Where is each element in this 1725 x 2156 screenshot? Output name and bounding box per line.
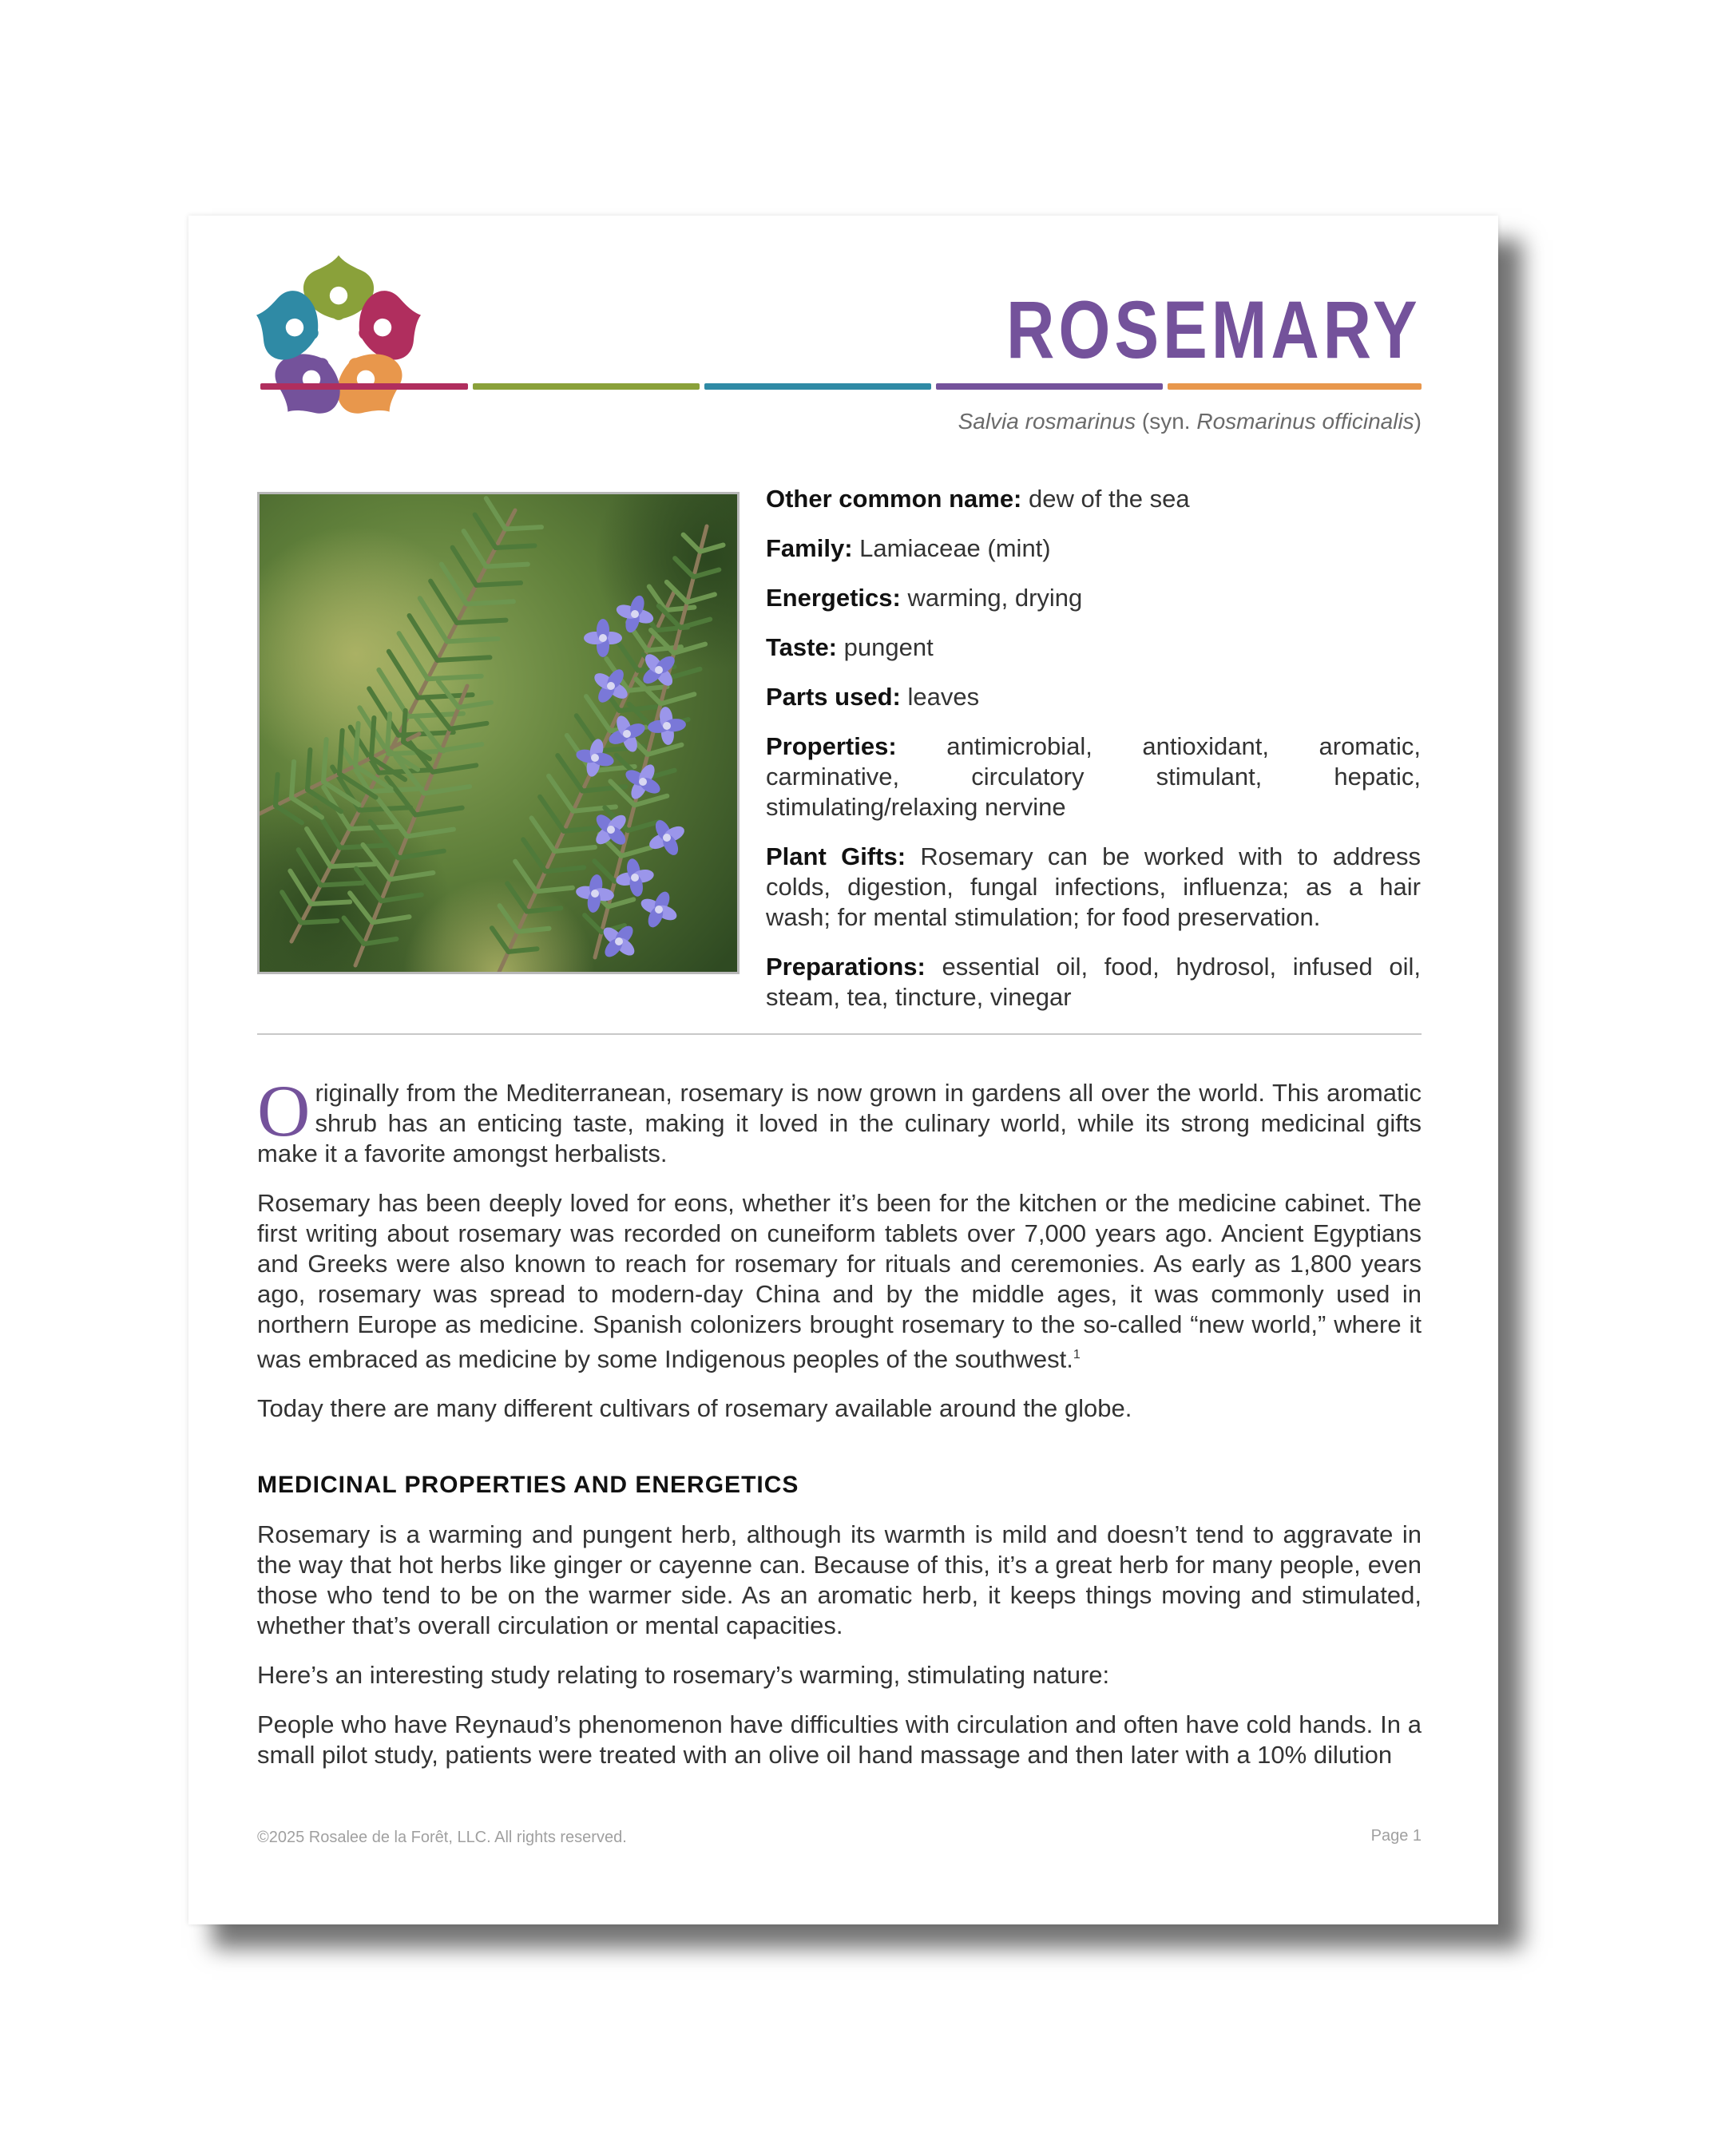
intro-text: riginally from the Mediterranean, rosemary is now grown in gardens all over the world. This aromatic shrub has an enticing taste, making it loved in the culinary world, while its strong medicinal gifts make it a favorite amongst herbalists. bbox=[257, 1079, 1422, 1167]
fact-value: Lamiaceae (mint) bbox=[852, 534, 1051, 562]
fact-label: Other common name: bbox=[766, 485, 1022, 513]
study-paragraph: People who have Reynaud’s phenomenon have difficulties with circulation and often have cold hands. In a small pilot study, patients were treated with an olive oil hand massage and then later with a 10% dilution bbox=[257, 1710, 1422, 1770]
cultivars-paragraph: Today there are many different cultivars of rosemary available around the globe. bbox=[257, 1394, 1132, 1423]
flower-logo bbox=[249, 252, 428, 431]
fact-taste bbox=[766, 632, 1421, 663]
section-heading: MEDICINAL PROPERTIES AND ENERGETICS bbox=[257, 1472, 799, 1499]
fact-value: Rosemary can be worked with to address colds, digestion, fungal infections, influenza; as a hair wash; for mental stimulation; for food preservation. bbox=[766, 842, 1421, 931]
fact-value: essential oil, food, hydrosol, infused oil, steam, tea, tincture, vinegar bbox=[766, 953, 1421, 1011]
history-text: Rosemary has been deeply loved for eons, whether it’s been for the kitchen or the medicine cabinet. The first writing about rosemary was recorded on cuneiform tablets over 7,000 years ago. Ancient Egyptians and Greeks were also known to reach for rosemary for rituals and ceremonies. As early as 1,800 years ago, rosemary was spread to modern-day China and by the middle ages, it was commonly used in northern Europe as medicine. Spanish colonizers brought rosemary to the so-called “new world,” where it was embraced as medicine by some Indigenous peoples of the southwest. bbox=[257, 1189, 1422, 1373]
fact-properties bbox=[766, 731, 1421, 822]
study-intro-paragraph: Here’s an interesting study relating to rosemary’s warming, stimulating nature: bbox=[257, 1661, 1110, 1690]
fact-family bbox=[766, 533, 1421, 564]
fact-plant-gifts bbox=[766, 842, 1421, 933]
page-title: ROSEMARY bbox=[1006, 284, 1422, 375]
fact-label: Preparations: bbox=[766, 953, 926, 981]
drop-cap: O bbox=[257, 1070, 311, 1151]
history-paragraph bbox=[257, 1188, 1422, 1374]
article-body bbox=[257, 1070, 1422, 1789]
fact-value: warming, drying bbox=[900, 584, 1083, 612]
synonym-prefix: (syn. bbox=[1136, 409, 1197, 434]
fact-energetics bbox=[766, 583, 1421, 613]
color-divider-bar bbox=[260, 383, 1422, 390]
fact-common-name bbox=[766, 484, 1421, 514]
fact-label: Parts used: bbox=[766, 683, 901, 711]
fact-value: pungent bbox=[837, 633, 934, 661]
fact-label: Properties: bbox=[766, 732, 897, 760]
fact-label: Taste: bbox=[766, 633, 838, 661]
document-page bbox=[188, 216, 1498, 1924]
intro-paragraph bbox=[257, 1070, 1422, 1169]
fact-label: Family: bbox=[766, 534, 853, 562]
fact-value: dew of the sea bbox=[1021, 485, 1190, 513]
fact-parts-used bbox=[766, 682, 1421, 712]
footer-copyright: ©2025 Rosalee de la Forêt, LLC. All rights reserved. bbox=[257, 1829, 627, 1846]
section-divider bbox=[257, 1033, 1422, 1035]
genus-species: Salvia rosmarinus bbox=[958, 409, 1136, 434]
footnote-ref: 1 bbox=[1073, 1348, 1081, 1361]
synonym: Rosmarinus officinalis bbox=[1196, 409, 1414, 434]
plant-facts bbox=[766, 484, 1421, 1032]
fact-label: Plant Gifts: bbox=[766, 842, 906, 870]
fact-label: Energetics: bbox=[766, 584, 901, 612]
rosemary-photo bbox=[257, 492, 740, 974]
synonym-suffix: ) bbox=[1414, 409, 1422, 434]
scientific-name bbox=[958, 409, 1422, 434]
fact-value: leaves bbox=[900, 683, 980, 711]
fact-value: antimicrobial, antioxidant, aromatic, carminative, circulatory stimulant, hepatic, stimulating/relaxing nervine bbox=[766, 732, 1421, 821]
fact-preparations bbox=[766, 952, 1421, 1013]
energetics-paragraph: Rosemary is a warming and pungent herb, although its warmth is mild and doesn’t tend to aggravate in the way that hot herbs like ginger or cayenne can. Because of this, it’s a great herb for many people, even those who tend to be on the warmer side. As an aromatic herb, it keeps things moving and stimulated, whether that’s overall circulation or mental capacities. bbox=[257, 1520, 1422, 1640]
footer-page-number: Page 1 bbox=[1370, 1827, 1422, 1845]
